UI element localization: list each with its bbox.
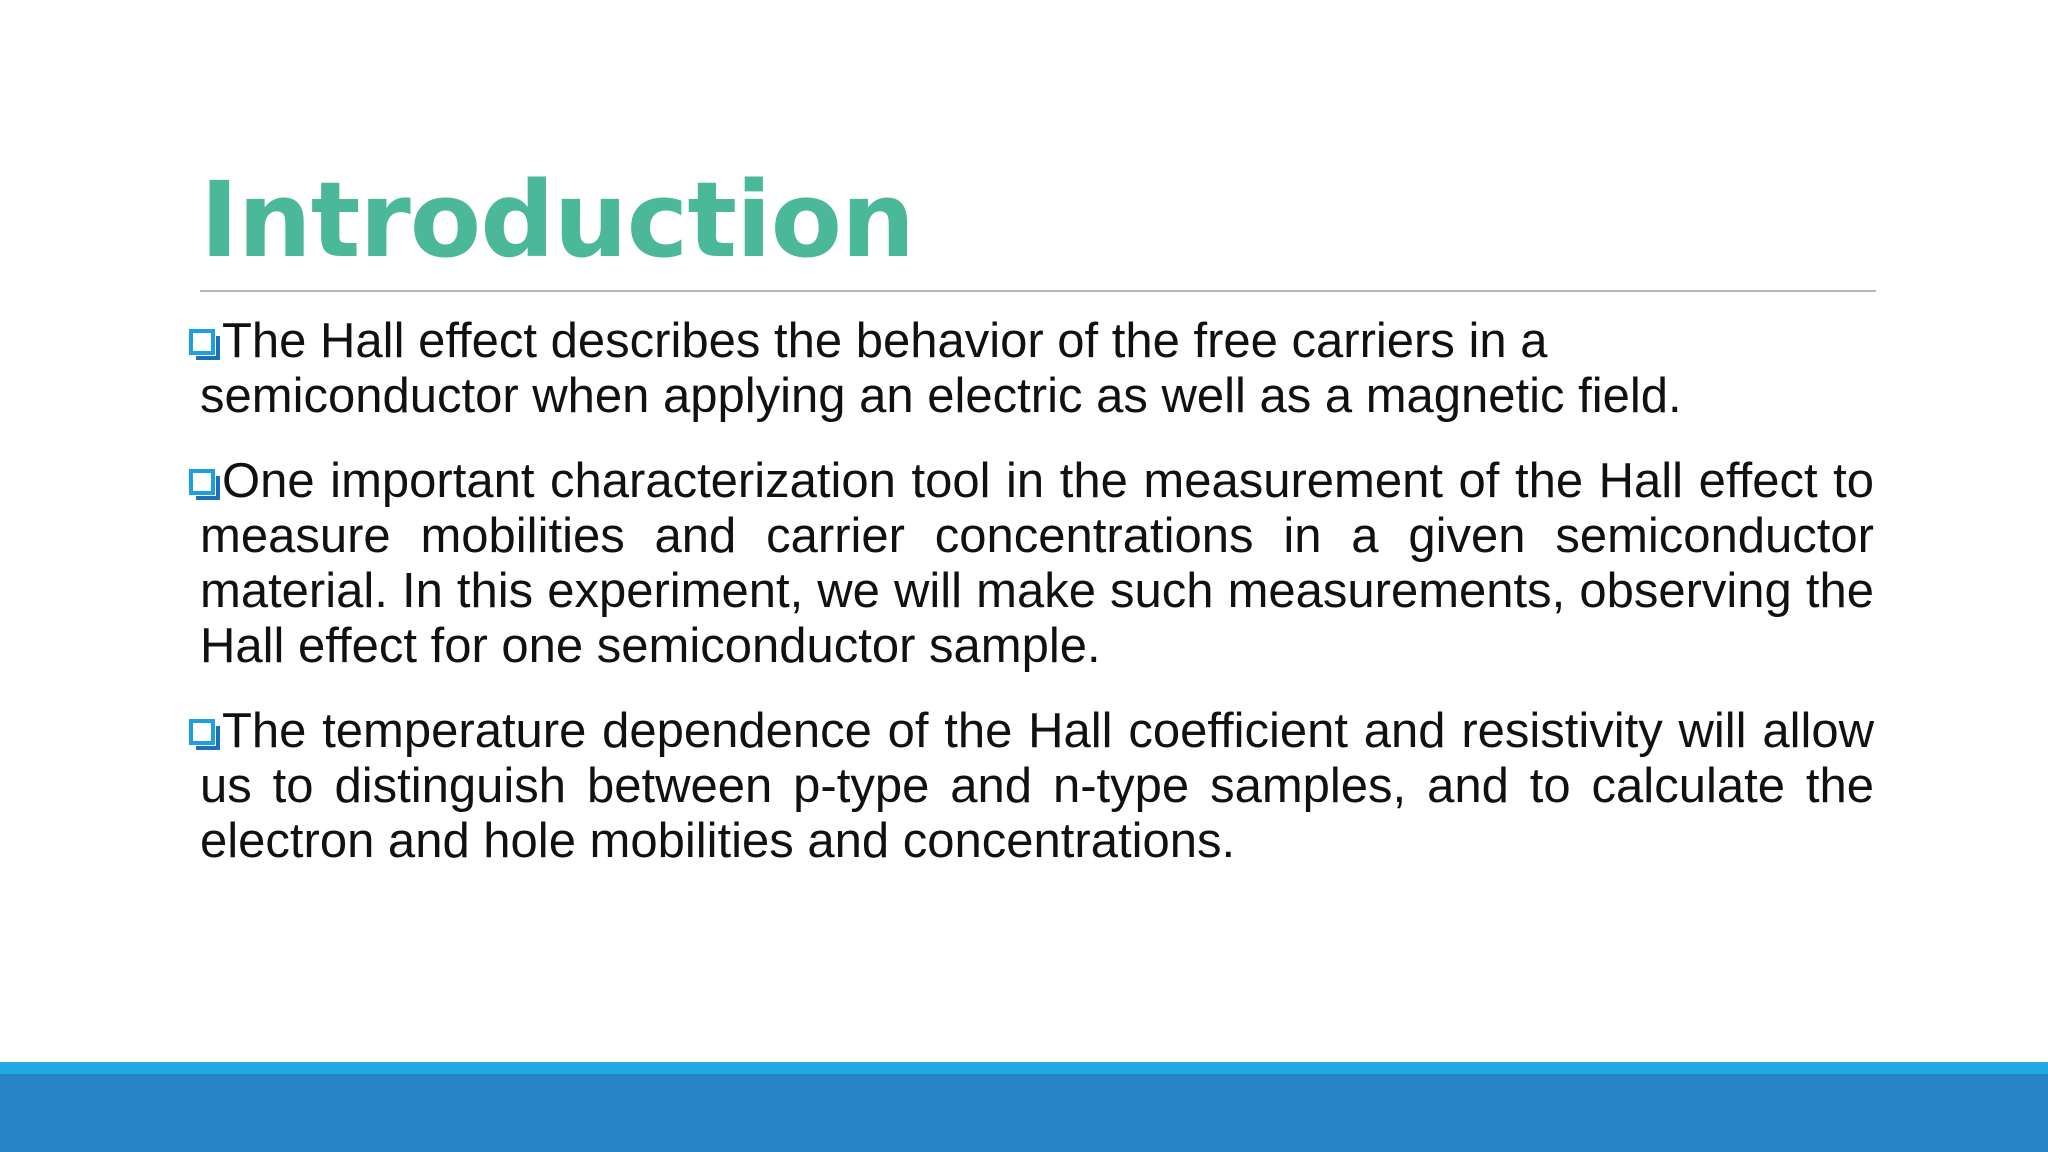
checkbox-bullet-icon <box>189 469 215 495</box>
bullet-item <box>200 314 1874 424</box>
footer-stripe-light <box>0 1062 2048 1074</box>
bullet-text: The Hall effect describes the behavior of the free carriers in a semiconductor when applying an electric as well as a magnetic field. <box>200 314 1682 423</box>
bullet-text: The temperature dependence of the Hall coefficient and resistivity will allow us to distinguish between p-type and n-type samples, and to calculate the electron and hole mobilities and concentrations. <box>200 704 1874 868</box>
checkbox-bullet-icon <box>189 719 215 745</box>
footer-bar <box>0 1074 2048 1152</box>
bullet-text: One important characterization tool in the measurement of the Hall effect to measure mobilities and carrier concentrations in a given semiconductor material. In this experiment, we will make such measurements, observing the Hall effect for one semiconductor sample. <box>200 454 1874 673</box>
slide-title: Introduction <box>200 159 915 281</box>
checkbox-bullet-icon <box>189 329 215 355</box>
slide-body <box>200 314 1874 899</box>
bullet-item <box>200 704 1874 869</box>
bullet-item <box>200 454 1874 674</box>
title-divider <box>200 290 1876 292</box>
